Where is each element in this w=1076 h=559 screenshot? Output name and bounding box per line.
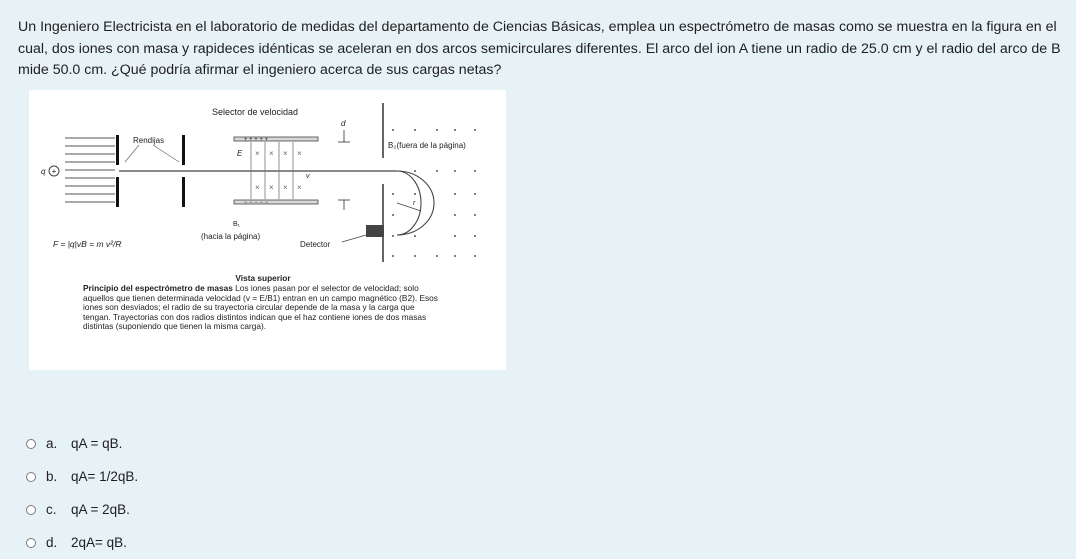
v-label: v	[306, 173, 310, 180]
svg-text:×: ×	[297, 149, 302, 158]
option-c[interactable]	[26, 493, 138, 526]
svg-text:×: ×	[255, 183, 260, 192]
caption-subtitle: Vista superior	[235, 273, 291, 283]
path-b	[397, 171, 434, 235]
option-letter: c.	[46, 502, 57, 517]
option-letter: b.	[46, 469, 58, 484]
option-text[interactable]: qA = 2qB.	[71, 502, 130, 517]
hacia-label: (hacia la página)	[201, 232, 261, 241]
b2-label: B₂(fuera de la página)	[388, 141, 466, 150]
svg-text:×: ×	[283, 149, 288, 158]
incoming-rays	[65, 138, 115, 202]
option-a[interactable]	[26, 427, 138, 460]
svg-text:×: ×	[255, 149, 260, 158]
e-label: E	[237, 149, 243, 158]
radio-b[interactable]	[26, 472, 36, 482]
svg-text:+ + + + +: + + + + +	[243, 137, 269, 143]
r-label: r	[413, 200, 416, 207]
option-letter: a.	[46, 436, 58, 451]
radio-c[interactable]	[26, 505, 36, 515]
formula: F = |q|vB = m v²/R	[53, 239, 122, 249]
svg-text:×: ×	[297, 183, 302, 192]
q-label: q	[41, 167, 46, 176]
svg-text:− − − − −: − − − − −	[243, 200, 269, 206]
rendijas-label: Rendijas	[133, 136, 165, 145]
figure-caption	[83, 274, 443, 331]
d-label: d	[341, 119, 346, 128]
path-a	[397, 171, 421, 235]
radio-a[interactable]	[26, 439, 36, 449]
option-letter: d.	[46, 535, 58, 550]
svg-text:×: ×	[283, 183, 288, 192]
svg-text:×: ×	[269, 183, 274, 192]
caption-bold: Principio del espectrómetro de masas	[83, 283, 233, 294]
caption-text: Los iones pasan por el selector de velocidad; solo aquellos que tienen determinada velocidad (v = E/B1) entran en un campo magnético (B2). Esos iones son desviados; el radio de su trayectoria circular depende de la masa y la carga que tengan. Trayectorias con dos radios distintos indican que el haz contiene iones de dos masas distintas (suponiendo que tienen la misma carga).	[83, 283, 438, 332]
option-text[interactable]: qA= 1/2qB.	[71, 469, 139, 484]
option-d[interactable]	[26, 526, 138, 559]
svg-text:×: ×	[269, 149, 274, 158]
b1-label: B₁	[233, 221, 241, 228]
selector-label: Selector de velocidad	[211, 107, 299, 117]
question-text: Un Ingeniero Electricista en el laboratorio de medidas del departamento de Ciencias Básicas, emplea un espectrómetro de masas como se muestra en la figura en el cual, dos iones con masa y rapideces idénticas se aceleran en dos arcos semicirculares diferentes. El arco del ion A tiene un radio de 25.0 cm y el radio del arco de B mide 50.0 cm. ¿Qué podría afirmar el ingeniero acerca de sus cargas netas?	[18, 19, 1061, 78]
option-text[interactable]: qA = qB.	[71, 436, 123, 451]
answer-options	[26, 427, 138, 559]
detector	[366, 225, 384, 237]
mass-spectrometer-figure	[29, 90, 506, 370]
radio-d[interactable]	[26, 538, 36, 548]
detector-label: Detector	[300, 240, 331, 249]
svg-text:+: +	[51, 167, 57, 176]
option-text[interactable]: 2qA= qB.	[71, 535, 127, 550]
option-b[interactable]	[26, 460, 138, 493]
